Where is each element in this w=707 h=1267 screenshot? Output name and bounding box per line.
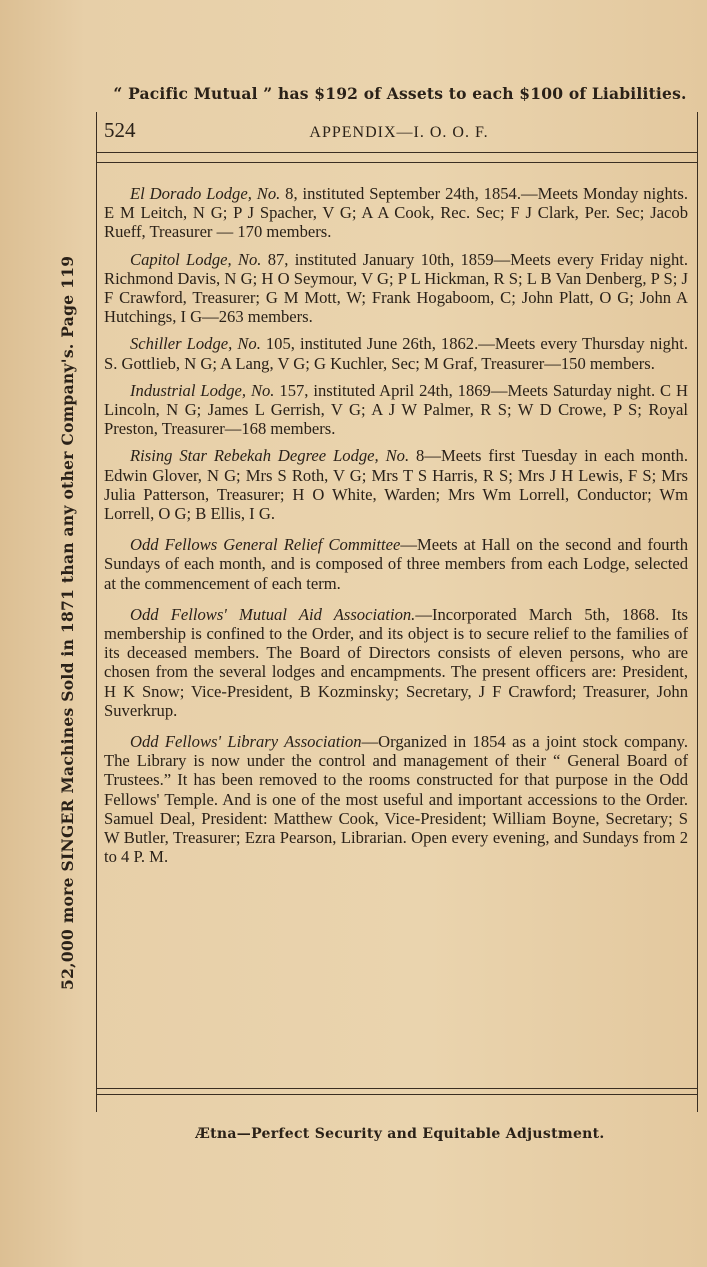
entry-text: 105, instituted June 26th, 1862.—Meets every Thursday night. S. Gottlieb, N G; A Lang, V G; G Kuchler, Sec; M Graf, Treasurer—150 members.: [104, 334, 688, 373]
page-header: [104, 118, 694, 148]
entry-title: El Dorado Lodge, No.: [130, 184, 281, 203]
entry-title: Odd Fellows' Library Association: [130, 732, 362, 752]
entry-text: —Meets at Hall on the second and fourth Sundays of each month, and is composed of three members from each Lodge, selected at the commencement of each term.: [104, 535, 689, 593]
page-body: [104, 184, 688, 875]
entry-el-dorado-lodge: [104, 184, 688, 242]
entry-title: Industrial Lodge, No.: [130, 380, 275, 400]
entry-text: —Incorporated March 5th, 1868. Its membership is confined to the Order, and its object is to secure relief to the families of its deceased members. The Board of Directors consists of eleven persons, who are chosen from the several lodges and encampments. The present officers are: President, H K Snow; Vice-President, B Kozminsky; Secretary, J F Crawford; Treasurer, John Suverkrup.: [104, 604, 688, 720]
entry-industrial-lodge: [104, 381, 688, 439]
running-head: APPENDIX—I. O. O. F.: [309, 124, 489, 141]
side-advertisement: 52,000 more SINGER Machines Sold in 1871 than any other Company's. Page 119: [58, 255, 77, 990]
bottom-advertisement: Ætna—Perfect Security and Equitable Adjustment.: [195, 1126, 605, 1142]
right-margin-rule: [697, 112, 698, 1112]
entry-text: —Organized in 1854 as a joint stock company. The Library is now under the control and management of their “ General Board of Trustees.” It has been removed to the rooms constructed for that purpose in the Odd Fellows' Temple. And is one of the most useful and important accessions to the Order. Samuel Deal, President: Matthew Cook, Vice-President; William Boyne, Secretary; S W Butler, Treasurer; Ezra Pearson, Librarian. Open every evening, and Sundays from 2 to 4 P. M.: [104, 732, 688, 867]
entry-library-association: [104, 732, 688, 866]
entry-schiller-lodge: [104, 334, 688, 372]
footer-rule-bottom: [96, 1094, 697, 1095]
entry-title: Odd Fellows' Mutual Aid Association.: [130, 604, 416, 624]
entry-title: Odd Fellows General Relief Committee: [130, 535, 401, 555]
header-rule-top: [96, 152, 697, 153]
entry-text: 8—Meets first Tuesday in each month. Edwin Glover, N G; Mrs S Roth, V G; Mrs T S Harris, R S; Mrs J H Lewis, F S; Mrs Julia Patterson, Treasurer; H O White, Warden; Mrs Wm Lorrell, Conductor; Wm Lorrell, O G; B Ellis, I G.: [104, 446, 688, 524]
footer-rule-top: [96, 1088, 697, 1089]
entry-relief-committee: [104, 535, 688, 593]
entry-title: Schiller Lodge, No.: [130, 334, 261, 354]
entry-text: 87, instituted January 10th, 1859—Meets every Friday night. Richmond Davis, N G; H O Seymour, V G; P L Hickman, R S; L B Van Denberg, P S; J F Crawford, Treasurer; G M Mott, W; Frank Hogaboom, C; John Platt, O G; John A Hutchings, I G—263 members.: [104, 249, 689, 327]
entry-text: 8, instituted September 24th, 1854.—Meets Monday nights. E M Leitch, N G; P J Spacher, V G; A A Cook, Rec. Sec; F J Clark, Per. Sec; Jacob Rueff, Treasurer — 170 members.: [104, 184, 688, 242]
entry-text: 157, instituted April 24th, 1869—Meets Saturday night. C H Lincoln, N G; James L Gerrish, V G; A J W Palmer, R S; W D Crowe, P S; Royal Preston, Treasurer—168 members.: [104, 380, 689, 439]
left-margin-rule: [96, 112, 97, 1112]
header-rule-bottom: [96, 162, 697, 163]
entry-capitol-lodge: [104, 250, 688, 327]
entry-title: Rising Star Rebekah Degree Lodge, No.: [130, 446, 410, 466]
entry-mutual-aid-association: [104, 605, 688, 720]
top-advertisement: “ Pacific Mutual ” has $192 of Assets to each $100 of Liabilities.: [113, 84, 687, 103]
entry-title: Capitol Lodge, No.: [130, 249, 262, 269]
entry-rising-star-lodge: [104, 446, 688, 523]
page-number: 524: [104, 118, 136, 142]
